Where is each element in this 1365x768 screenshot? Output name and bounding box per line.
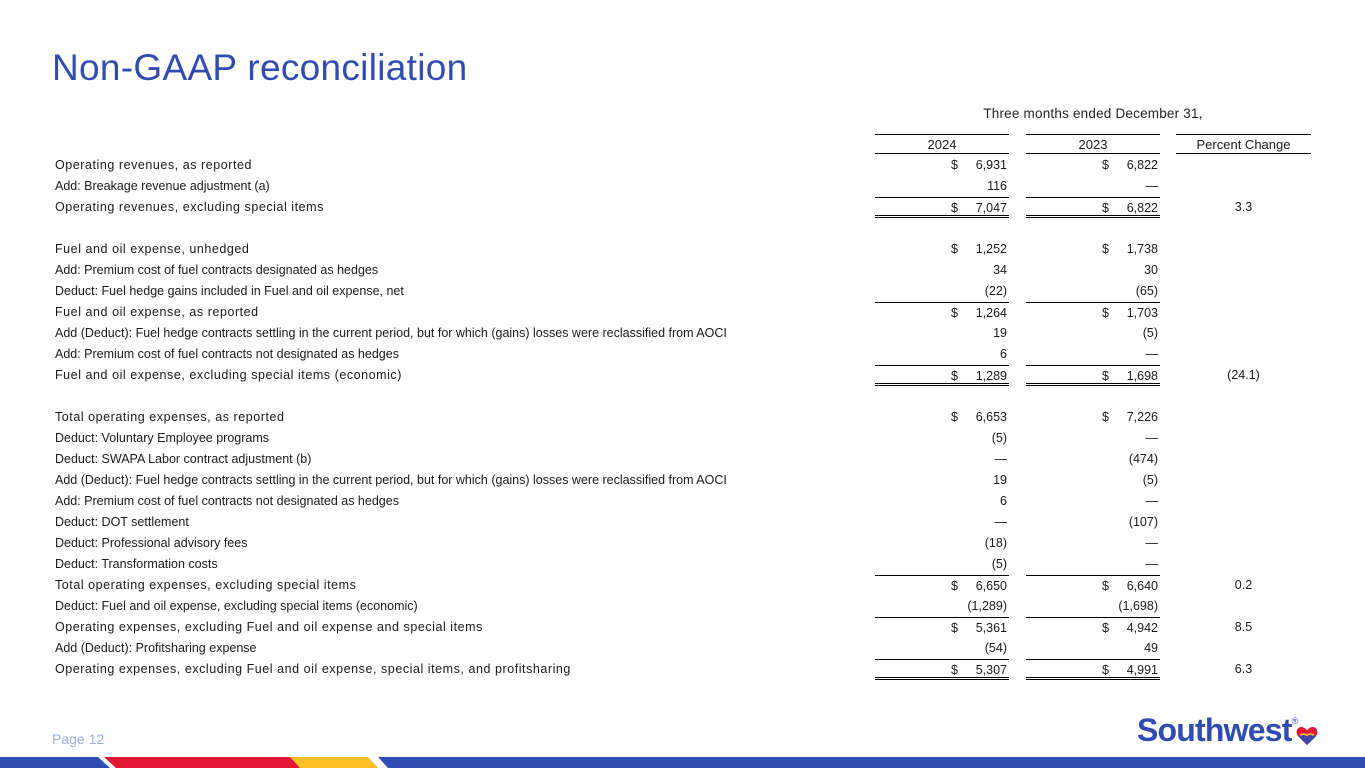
value-2024-cell [875, 176, 1009, 197]
value-2024-cell [875, 407, 1009, 428]
row-label: Add: Premium cost of fuel contracts designated as hedges [55, 263, 379, 277]
logo-text: Southwest [1137, 712, 1292, 748]
table-row [0, 512, 1365, 533]
table-row [0, 617, 1365, 638]
value-2024: (54) [984, 641, 1007, 655]
column-header-2023: 2023 [1026, 134, 1160, 154]
table-row [0, 491, 1365, 512]
percent-change-cell [1176, 386, 1311, 407]
currency-symbol: $ [1102, 369, 1109, 383]
row-label: Add: Breakage revenue adjustment (a) [55, 179, 270, 193]
value-2024-cell [875, 575, 1009, 596]
value-2023-cell [1026, 491, 1160, 512]
value-2024-cell [875, 449, 1009, 470]
table-row [0, 470, 1365, 491]
value-2023-cell [1026, 260, 1160, 281]
value-2024-cell [875, 302, 1009, 323]
value-2023-cell [1026, 176, 1160, 197]
table-row [0, 281, 1365, 302]
percent-change-cell [1176, 344, 1311, 365]
value-2024-cell [875, 365, 1009, 386]
value-2024-cell [875, 491, 1009, 512]
table-row [0, 239, 1365, 260]
percent-change-cell [1176, 596, 1311, 617]
value-2023: (107) [1128, 515, 1158, 529]
value-2023: (1,698) [1118, 599, 1158, 613]
value-2023-cell [1026, 533, 1160, 554]
value-2023: (65) [1135, 284, 1158, 298]
value-2024-cell [875, 470, 1009, 491]
value-2023-cell [1026, 407, 1160, 428]
value-2023-cell [1026, 323, 1160, 344]
value-2024: 6,650 [975, 579, 1007, 593]
value-2024-cell [875, 596, 1009, 617]
percent-change-cell [1176, 218, 1311, 239]
value-2023-cell [1026, 218, 1160, 239]
value-2024: 19 [993, 326, 1007, 340]
table-row [0, 554, 1365, 575]
table-row [0, 596, 1365, 617]
value-2024: (1,289) [967, 599, 1007, 613]
value-2023: 6,822 [1126, 201, 1158, 215]
value-2023: (474) [1128, 452, 1158, 466]
percent-change-cell [1176, 281, 1311, 302]
value-2024-cell [875, 323, 1009, 344]
value-2024-cell [875, 428, 1009, 449]
row-label: Operating revenues, excluding special items [55, 200, 324, 214]
value-2024-cell [875, 260, 1009, 281]
table-row [0, 176, 1365, 197]
value-2023: — [1145, 431, 1158, 445]
table-row [0, 659, 1365, 680]
table-row [0, 533, 1365, 554]
value-2023-cell [1026, 155, 1160, 176]
row-label: Fuel and oil expense, unhedged [55, 242, 250, 256]
currency-symbol: $ [951, 306, 958, 320]
percent-change-cell [1176, 533, 1311, 554]
value-2023-cell [1026, 428, 1160, 449]
value-2024: 116 [987, 179, 1007, 193]
currency-symbol: $ [1102, 201, 1109, 215]
value-2023-cell [1026, 470, 1160, 491]
percent-change-cell [1176, 197, 1311, 218]
table-row [0, 197, 1365, 218]
period-header: Three months ended December 31, [983, 106, 1203, 121]
row-label: Deduct: DOT settlement [55, 515, 189, 529]
value-2023-cell [1026, 575, 1160, 596]
currency-symbol: $ [951, 158, 958, 172]
value-2023: — [1145, 179, 1158, 193]
row-label: Add (Deduct): Fuel hedge contracts settling in the current period, but for which (gains) losses were reclassified from AOCI [55, 326, 727, 340]
table-row [0, 407, 1365, 428]
currency-symbol: $ [1102, 242, 1109, 256]
value-2023-cell [1026, 638, 1160, 659]
value-2024-cell [875, 617, 1009, 638]
value-2024: 6 [1000, 347, 1007, 361]
percent-change-cell [1176, 260, 1311, 281]
percent-change-cell [1176, 365, 1311, 386]
value-2024: (18) [984, 536, 1007, 550]
value-2023-cell [1026, 302, 1160, 323]
row-label: Add (Deduct): Fuel hedge contracts settling in the current period, but for which (gains) losses were reclassified from AOCI [55, 473, 727, 487]
column-header-percent-change: Percent Change [1176, 134, 1311, 154]
row-label: Operating expenses, excluding Fuel and oil expense, special items, and profitsharing [55, 662, 571, 676]
value-2023: 30 [1144, 263, 1158, 277]
value-2023: 6,640 [1126, 579, 1158, 593]
percent-change-cell [1176, 575, 1311, 596]
value-2024: (22) [984, 284, 1007, 298]
value-2023: 6,822 [1126, 158, 1158, 172]
percent-change-cell [1176, 491, 1311, 512]
row-label: Add: Premium cost of fuel contracts not designated as hedges [55, 494, 399, 508]
value-2024: — [994, 515, 1007, 529]
value-2024: 1,289 [975, 369, 1007, 383]
southwest-logo [1137, 712, 1297, 749]
row-label: Fuel and oil expense, as reported [55, 305, 259, 319]
value-2024: (5) [991, 431, 1007, 445]
logo-registered-mark: ® [1291, 716, 1298, 726]
currency-symbol: $ [1102, 621, 1109, 635]
percent-change-cell [1176, 659, 1311, 680]
currency-symbol: $ [1102, 663, 1109, 677]
table-row [0, 155, 1365, 176]
percent-change-cell [1176, 638, 1311, 659]
value-2023-cell [1026, 344, 1160, 365]
value-2023-cell [1026, 659, 1160, 680]
value-2023-cell [1026, 596, 1160, 617]
row-label: Deduct: SWAPA Labor contract adjustment (b) [55, 452, 312, 466]
column-header-2024: 2024 [875, 134, 1009, 154]
value-2024-cell [875, 239, 1009, 260]
value-2024: 6,653 [975, 410, 1007, 424]
value-2024: 19 [993, 473, 1007, 487]
heart-logo-icon [1296, 726, 1318, 746]
currency-symbol: $ [951, 579, 958, 593]
percent-change-cell [1176, 470, 1311, 491]
value-2023-cell [1026, 512, 1160, 533]
currency-symbol: $ [1102, 158, 1109, 172]
value-2024-cell [875, 512, 1009, 533]
value-2023-cell [1026, 365, 1160, 386]
value-2024-cell [875, 155, 1009, 176]
percent-change-cell [1176, 323, 1311, 344]
value-2023-cell [1026, 617, 1160, 638]
value-2023-cell [1026, 554, 1160, 575]
value-2024-cell [875, 281, 1009, 302]
value-2024: 1,264 [975, 306, 1007, 320]
value-2024-cell [875, 344, 1009, 365]
currency-symbol: $ [951, 621, 958, 635]
row-label: Deduct: Fuel and oil expense, excluding special items (economic) [55, 599, 418, 613]
percent-change-cell [1176, 155, 1311, 176]
value-2024: 6 [1000, 494, 1007, 508]
value-2023: — [1145, 347, 1158, 361]
currency-symbol: $ [1102, 410, 1109, 424]
value-2023: (5) [1142, 473, 1158, 487]
page-title: Non-GAAP reconciliation [52, 47, 468, 88]
percent-change-cell [1176, 428, 1311, 449]
currency-symbol: $ [951, 369, 958, 383]
currency-symbol: $ [951, 410, 958, 424]
value-2023: — [1145, 557, 1158, 571]
value-2023: — [1145, 494, 1158, 508]
value-2023: 7,226 [1126, 410, 1158, 424]
value-2023-cell [1026, 449, 1160, 470]
percent-change-cell [1176, 239, 1311, 260]
table-row [0, 575, 1365, 596]
percent-change-cell [1176, 512, 1311, 533]
page-number: Page 12 [52, 731, 105, 747]
row-label: Operating expenses, excluding Fuel and oil expense and special items [55, 620, 483, 634]
value-2024: 6,931 [975, 158, 1007, 172]
row-label: Deduct: Voluntary Employee programs [55, 431, 269, 445]
row-label: Total operating expenses, excluding special items [55, 578, 357, 592]
currency-symbol: $ [1102, 306, 1109, 320]
value-2024: 34 [993, 263, 1007, 277]
value-2023-cell [1026, 239, 1160, 260]
value-2024: (5) [991, 557, 1007, 571]
percent-change-cell [1176, 407, 1311, 428]
table-row [0, 260, 1365, 281]
value-2024-cell [875, 386, 1009, 407]
percent-change-cell [1176, 617, 1311, 638]
table-row [0, 218, 1365, 239]
value-2024-cell [875, 197, 1009, 218]
value-2024-cell [875, 533, 1009, 554]
percent-change: 0.2 [1234, 578, 1253, 592]
value-2024-cell [875, 218, 1009, 239]
row-label: Operating revenues, as reported [55, 158, 253, 172]
percent-change-cell [1176, 302, 1311, 323]
value-2024-cell [875, 554, 1009, 575]
percent-change: (24.1) [1227, 368, 1260, 382]
value-2023: 49 [1144, 641, 1158, 655]
value-2024: 1,252 [975, 242, 1007, 256]
value-2024: 5,361 [975, 621, 1007, 635]
percent-change-cell [1176, 554, 1311, 575]
value-2024-cell [875, 659, 1009, 680]
row-label: Add: Premium cost of fuel contracts not designated as hedges [55, 347, 399, 361]
value-2024-cell [875, 638, 1009, 659]
currency-symbol: $ [951, 242, 958, 256]
percent-change: 6.3 [1234, 662, 1253, 676]
row-label: Deduct: Fuel hedge gains included in Fuel and oil expense, net [55, 284, 404, 298]
value-2024: — [994, 452, 1007, 466]
value-2023: 1,703 [1126, 306, 1158, 320]
row-label: Deduct: Professional advisory fees [55, 536, 248, 550]
value-2023-cell [1026, 281, 1160, 302]
percent-change: 8.5 [1234, 620, 1253, 634]
table-row [0, 449, 1365, 470]
percent-change-cell [1176, 449, 1311, 470]
row-label: Add (Deduct): Profitsharing expense [55, 641, 257, 655]
value-2023: 1,738 [1126, 242, 1158, 256]
table-row [0, 428, 1365, 449]
percent-change-cell [1176, 176, 1311, 197]
row-label: Deduct: Transformation costs [55, 557, 218, 571]
currency-symbol: $ [951, 201, 958, 215]
value-2024: 5,307 [975, 663, 1007, 677]
value-2023: 1,698 [1126, 369, 1158, 383]
value-2023: — [1145, 536, 1158, 550]
percent-change: 3.3 [1234, 200, 1253, 214]
currency-symbol: $ [951, 663, 958, 677]
table-row [0, 365, 1365, 386]
table-row [0, 302, 1365, 323]
currency-symbol: $ [1102, 579, 1109, 593]
row-label: Fuel and oil expense, excluding special items (economic) [55, 368, 402, 382]
table-row [0, 638, 1365, 659]
value-2023-cell [1026, 197, 1160, 218]
value-2024: 7,047 [975, 201, 1007, 215]
value-2023: 4,991 [1126, 663, 1158, 677]
row-label: Total operating expenses, as reported [55, 410, 285, 424]
footer-stripe [0, 757, 1365, 768]
table-row [0, 386, 1365, 407]
value-2023-cell [1026, 386, 1160, 407]
value-2023: 4,942 [1126, 621, 1158, 635]
table-row [0, 344, 1365, 365]
value-2023: (5) [1142, 326, 1158, 340]
table-row [0, 323, 1365, 344]
